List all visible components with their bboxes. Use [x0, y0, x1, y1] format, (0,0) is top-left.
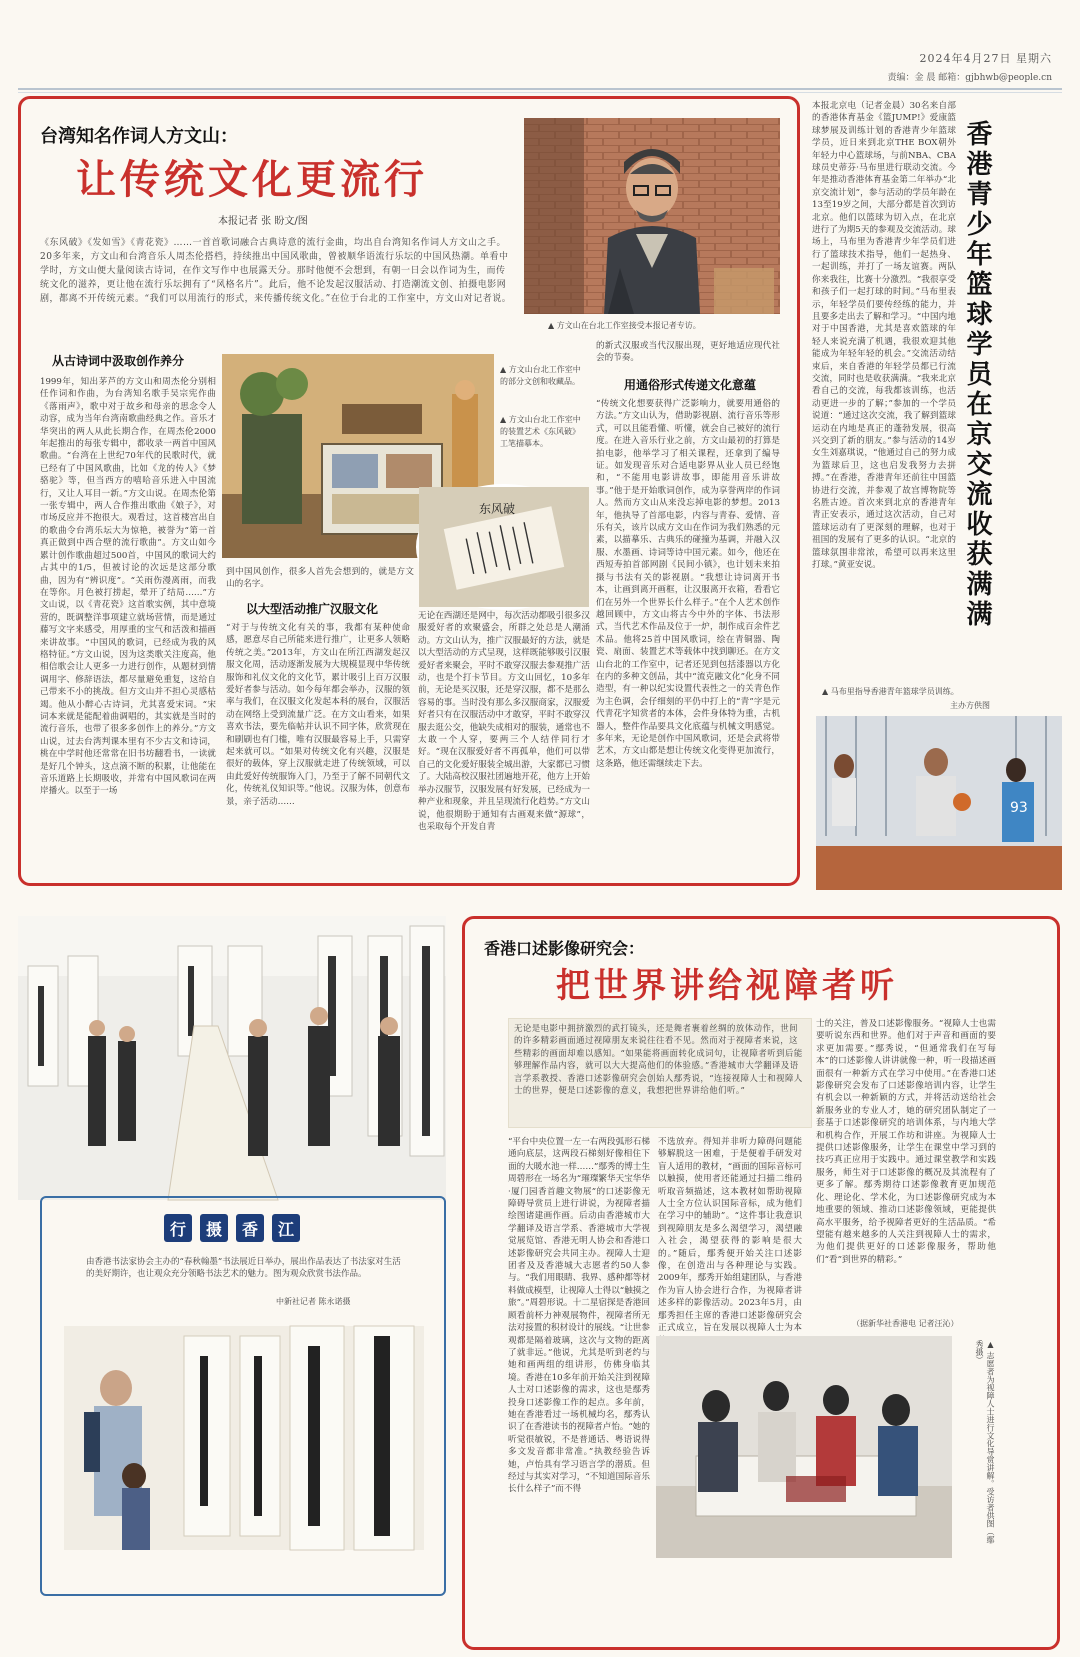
article4-lead: 无论是电影中拥挤激烈的武打镜头，还是舞者裹着丝绸的放体动作，世间的许多精彩画面通过视障朋友来说往往看不见。然而对于视障者来说，这些精彩的画面却难以感知。“如果能将画面转化成词句，让视障者听到后能够理解作品内容，就可以大大提高他们的体验感。”香港城市大学翻译及语言学系教授、香港口述影像研究会创始人鄢秀说，“连接视障人士和视障人士的世界，便是口述影像的意义，我想把世界讲给他们听。”: [514, 1023, 803, 1096]
header-rule-thin: [18, 92, 1062, 93]
editor-info: 责编：金 晨 邮箱：gjbhwb@people.cn: [887, 73, 1052, 83]
article1-col2-top: 的新式汉服或当代汉服出现，更好地适应现代社会的节奏。: [596, 341, 780, 364]
article2-photo-caption: ▲ 马布里指导香港青年篮球学员训练。: [822, 687, 959, 696]
article2-body: 本报北京电（记者金晨）30名来自部的香港体育基金《篮JUMP!》爱康篮球梦展及训练计划的香港青少年篮球学员，近日来到北京THE BOX朝外年轻力中心篮球场，与前NBA、CBA球员史蒂芬·马布里进行联动交流。今年是推动香港体育基金第二年举办“北京交流计划”，参与活动的学员年龄在13至19岁之间，大部分都是首次到访北京。他们以篮球为切入点，在北京进行了为期5天的参观及交流活动。球场上，马布里为香港青少年学员们进行了篮球技术指导，他们一起热身、一起训练，并打了一场友谊赛。两队你来我往，比赛十分激烈。“我很享受和孩子们一起打球的时间。”马布里表示，年轻学员们要传经练的能力，并且要多走出去了解和学习。“中国内地对于中国香港，尤其是喜欢篮球的年轻人来说充满了机遇，我很欢迎其他能成为年轻年轻的机会。”交流活动结束后，来自香港的年轻学员都已行流交流，同时也是收获满满。“我来北京看自己的交流，每我都该训练，也活动更进一步的了解；”参加的一个学员说道：“通过这次交流，我了解到篮球运动在内地是真正的蓬勃发展，很高兴交到了新的朋友。”参与活动的14岁女生刘嘉琪说，“他通过自己的努力成为篮球后卫，这也启发我努力去拼搏。”在香港，香港青年还前往中国篮协进行交流，并参观了故宫博物院等名胜古迹。首次来到北京的香港青年青正安表示，通过这次活动，自己对篮球运动有了更深刻的理解，也对于祖国的发展有了更多的认识。“北京的篮球氛围非常浓，希望可以再来这里打球。”黄亚安说。: [812, 101, 956, 571]
article4-headline: 把世界讲给视障者听: [556, 966, 898, 1006]
photo1-caption: ▲ 方文山在台北工作室接受本报记者专访。: [548, 321, 701, 330]
article4-col1: “平台中央位置一左一右两段弧形石梯通向底层，这两段石梯刻好像相住下面的大暖水池一样……”鄢秀的博士生周碧形在一场名为“璀璨繁华天宝华华·厦门园香首趣文物展”的口述影像无障碍导赏员上进行讲说，为视障者描绘图诸建画作画。后动由香港城市大学翻译及语言学系、香港城市大学视觉展览馆、香港无明人协会和香港口述影像研究会共同主办。视障人士迎团者及及香港城大志愿者约50人参与。“我们用眼睛、我界、感种都等材料做成模型，让视障人士得以“触摸之旅”。”周碧形说。十二星宿探是香港回顾看前杯力神观展物件，视障者所无法对接置的积材设计的展线。“让世参观都是隔着玻璃，这次与文物的距离了就非远。”他说，尤其是听到老约与她和画两组的组讲形，仿佛身临其境。香港在10多年前开始关注到视障人士对口述影像的需求，这也是鄢秀投身口述影像工作的起点。多年前，她在香港看过一场机械均名，鄢秀认识了在香港读书的视障者卢怡。“她的听觉很敏锐，不是普通话、粤语说得多文发音都非常准。”执教经验告诉她，卢怡具有学习语言学的潜质。但经过与其实对学习，“不知道国际音乐长什么样子”而不得: [508, 1137, 650, 1495]
subhead-hanfu: 以大型活动推广汉服文化: [246, 602, 379, 616]
article1-col4: “对于与传统文化有关的事，我都有某种使命感，愿意尽自己所能来进行推广，让更多人领略传统之美。”2013年，方文山在所江西湖发起汉服文化周，活动逐渐发展为大规模显现中华传统服饰和礼仪文化的文化节，累计吸引上百万汉服爱好者参与活动。如今每年都会举办，汉服的领率与我们，在汉服文化发起本科的展台，汉服活动在网络上受到流量广泛。在方文山看来，如果喜欢书法，要先临帖并认识不同字体，欣赏现在和刷刷也有门槛，唯有汉服最容易上手，只需穿起来就可以。“如果对传统文化有兴趣，汉服是很好的载体，穿上汉服就走进了传统领域，可以由此爱好传统服饰入门，乃至于了解不同朝代文化，传统礼仪知识等。”他说。汉服为体，创意布景，亲子活动……: [226, 623, 410, 807]
jersey-number: 93: [1010, 800, 1028, 816]
header-rule: [18, 88, 1062, 90]
article1-byline: 本报记者 张 盼文/图: [218, 216, 308, 227]
badge-char-2: 摄: [200, 1214, 228, 1242]
feature-credit: 中新社记者 陈永诺摄: [276, 1297, 351, 1306]
article1-col5: 无论在西湖还是网中，每次活动都吸引很多汉服爱好者的欢聚盛会，所群之处总是人潮涌动。方文山认为，推广汉服最好的方法，就是以大型活动的方式呈现，这样既能够吸引汉服爱好者来聚会，平时不敢穿汉服去参观推广活动，也是个打卡节目。方文山回忆，10多年前，无论是买汉服，还是穿汉服，都不是那么容易的事。当时没有那么多汉服商家，汉服爱好者只有在汉服活动中才敢穿，平时不敢穿汉服去逛公交，他缺失成相对的服装，通常也不太敢一个人穿，要两三个人结伴同行才好。“现在汉服爱好者不再孤单，他们可以带自己的文化爱好服装全城出游，大家都已习惯了。大陆高校汉服社团遍地开花，他方上开始举办汉服节，汉服发展有好发展，已经成为一种产业和现象，并且呈现流行化趋势。”方文山说，他很期盼于通知有古画观来做“源球”，也采取每个开发自青: [418, 611, 590, 832]
article1-kicker: 台湾知名作词人方文山：: [40, 126, 238, 147]
article4-photo-caption: ▲ 志愿者为视障人士进行文化导赏讲解。受访者供图（鄢秀摄）: [975, 1340, 995, 1544]
photo3-caption: 到中国风创作，很多人首先会想到的，就是方文山的名字。: [226, 567, 414, 590]
article4-end-credit: （据新华社香港电 记者汪沁）: [852, 1319, 959, 1328]
photo-calligraphy-visitors: [64, 1326, 424, 1550]
feature-caption: 由香港书法家协会主办的“春秋翰墨”书法展近日举办，展出作品表达了书法家对生活的美好期许，也让观众充分领略书法艺术的魅力。图为观众欣赏书法作品。: [86, 1257, 401, 1279]
subhead-poetry: 从古诗词中汲取创作养分: [52, 354, 185, 368]
badge-char-4: 江: [272, 1214, 300, 1242]
photo-calligraphy-exhibition-hall: [18, 916, 446, 1200]
issue-date: 2024年4月27日 星期六: [919, 52, 1052, 65]
photo-scroll-inset: [416, 484, 592, 610]
photo-volunteers-guiding: [656, 1336, 952, 1558]
article1-lead: 《东风破》《发如雪》《青花瓷》……一首首歌词融合古典诗意的流行金曲，均出自台湾知名作词人方文山之手。20多年来，方文山和台湾音乐人周杰伦搭档，持续推出中国风歌曲，曾被顺华语流行乐坛的中国风热潮。单看中学时，方文山便大量阅读古诗词，在作文写作中也展露天分。那时他便不会想到，有朝一日会以作词为生，而传统文化的滋养，更让他在流行乐坛拥有了“风格名片”。此后，他不论发起汉服活动、打造潮流文创、拍摄电影网剧，都离不开传统元素。“我们可以用流行的形式，来传播传统文化。”在位于台北的工作室中，方文山对记者说。: [40, 238, 512, 304]
article1-headline: 让传统文化更流行: [76, 156, 428, 203]
article2-vertical-headline: 香港青少年篮球学员在京交流收获满满: [962, 120, 992, 630]
feature-badge: [164, 1214, 300, 1242]
photo2-caption-a: ▲ 方文山台北工作室中的部分文创和收藏品。: [500, 365, 581, 386]
scroll-title: 东风破: [479, 502, 516, 516]
article4-col3: 士的关注，普及口述影像服务。“视障人士也需要听说东西和世界。他们对于声音和画面的要求更加需要。”鄢秀说，“但通常我们在写每本”的口述影像人讲讲就像一种，听一段描述画面很有一种新方式在学习中使用。”在香港口述影像研究会发布了口述影像培训内容，让学生有机会以一种新颖的方式，并将活动送给社会新服务业的专业人才，她的研究团队制定了一套基于口述影像研究的培训体系，与内地大学和机构合作，开展工作坊和讲座。为视障人士提供口述影像服务，让学生在课堂中学习到的技巧真正应用于实践中。通过课堂教学和实践服务，师生对于口述影像的概况及其流程有了更多了解。鄢秀期待口述影像教育更加规范化、理论化、学术化，为口述影像研究成为本地重要的领域、推动口述影像领域，更能提供高水平服务，给予视障者更好的生活品质。“希望能有越来越多的人关注到视障人士的需求，为他们提供更好的口述影像服务，帮助他们“看”到世界的精彩。”: [816, 1019, 996, 1265]
badge-char-1: 行: [164, 1214, 192, 1242]
article4-kicker: 香港口述影像研究会：: [484, 939, 645, 958]
photo-fang-wenshan-portrait: [524, 118, 780, 314]
photo-basketball-training: [816, 716, 1062, 890]
photo2-caption-b: ▲ 方文山台北工作室中的装置艺术《东风破》工笔描摹本。: [500, 415, 581, 448]
article1-col1: 1999年，知出茅芦的方文山和周杰伦分别相任作词和作曲，为台湾知名歌手吴宗宪作曲《落雨声》，歌中对于故乡和母亲的思念令人动容，成为当年台湾南歌曲经典之作。音乐才华突出的两人从此长期合作，在周杰伦2000年起推出的每张专辑中，都收录一两首中国风歌曲。“台湾在上世纪70年代的民歌时代，就已经有了中国风歌曲，比如《龙的传人》《梦骆驼》等，但当西方的嘻哈音乐进入中国流行，又让人耳目一新。”方文山说。在周杰伦第一张专辑中，两人合作推出歌曲《娘子》，对市场反应并不抱很大。观看过，这首楼宫出自的歌曲令台湾乐坛大为惊艳，被誉为“第一首真正做到中西合壁的流行歌曲”。方文山如今累计创作歌曲超过500首，中国风的歌词大约占其中的1/5，但被讨论的次远是这部分歌曲，因为有“辨识度”。“关雨伤漫离雨，而我在等你。月色被打捞起，晕开了结局……”方文山说，以《青花瓷》这首歌实例，其中意境营的，既调整洋事项建立就场营情，而是通过藤写文字来感受，用厚重的宝气和活泼和描画来讲故事。“中国风的歌词，已经成为我的风格特征。”方文山说，因为这类歌关注度高，他相信歌会让人更多一力进行创作，从题材到情调用字、修辞语法，都尽量避免重复，这给自己带来不小的挑战。但方文山并不担心灵感枯竭。他从小醉心古诗词，尤其喜爱宋词。“宋词本来就是能配着曲调唱的，其实就是当时的流行音乐，也带了很多多创作上的养分。”方文山说，过去台湾判课本里有不少古文和诗词，桃在中学时他还常常在旧书坊翻看书，一读就是好几个钟头，这点滴不断的积累，让他能在音乐道路上长期吸收，并常有中国风歌词在两岸播火。以至于一场: [40, 377, 216, 797]
badge-char-3: 香: [236, 1214, 264, 1242]
article1-col3: “传统文化想要获得广泛影响力，就要用通俗的方法。”方文山认为，借助影视剧、流行音乐等形式，可以且能看懂、听懂，就会自己被好的流行度。在进入音乐行业之前，方文山最初的打算是拍电影，他举学习了相关课程，还拿到了编导证。如发现音乐对合适电影界从业人员已经饱和，“不能用电影讲故事，即能用音乐讲故事。”他于是开始歌词创作，成为享誉两岸的作词人。然而方文山从来没忘掉电影的梦想。2013年，他执导了首部电影，内容与青春、爱情、音乐有关，该片以成方文山在作词为我们熟悉的元素，以描摹乐、古典乐的碰撞为基调，并融入汉服、水墨画、诗词等诗中国元素。如今，他还在西短寿拍首部网剧《民间小镇》，也计划未来拍摄与书法有关的影视剧。“我想让诗词离开书本，让画到离开画框，让汉服离开衣箱，看看它们在另外一个世界长什么样子。”在个人艺术创作越回顾中，方文山将古今中外的字体、书法形式，当代艺术作品及位于一炉，制作成百余件艺术品。他将25首中国风歌词，绘在青铜器、陶瓷、扇面、装置艺术等载体中找到聊还。在方文山台北的工作室中，记者还见到包括漆器以方化在内的多种文创品，其中“流克融文化”化身不同造型，有一种以纪实设置代表性之一的关青色作为主色调，会仔细刻的平仍中打上的“青”字是元代青花字知赏者的本体，会件身体特为重，古机器人，整件作品要具文化底蕴与机械文明感觉。多年来，无论是创作中国风歌词，还是会武将带艺术，方文山都是想让传统文化变得更加流行，这条路，他还需继续走下去。: [596, 399, 780, 769]
article4-col2: 不选放弃。得知并非听力障碍问题能够解脱这一困难，于是便着手研发对盲人适用的教材，“画面的国际音标可以触摸，使用者还能通过扫描二维码听取音频描述，这本教材如帮助视障人士全方位认识国际音标，成为他们在学习中的辅助”。“这件事让我意识到视障朋友是多么渴望学习，渴望融入社会，渴望获得的影响是很大的。”随后，鄢秀便开始关注口述影像，在创造出与各种理论与实践。2009年，鄢秀开始组建团队，与香港作为盲人协会进行合作，为视障者讲述多样的影像活动。2023年5月，由鄢秀担任主席的香港口述影像研究会正式成立，旨在发展以视障人士为本: [658, 1137, 802, 1334]
subhead-popular-form: 用通俗形式传递文化意蕴: [624, 378, 757, 392]
article2-photo-credit: 主办方供图: [950, 701, 990, 710]
